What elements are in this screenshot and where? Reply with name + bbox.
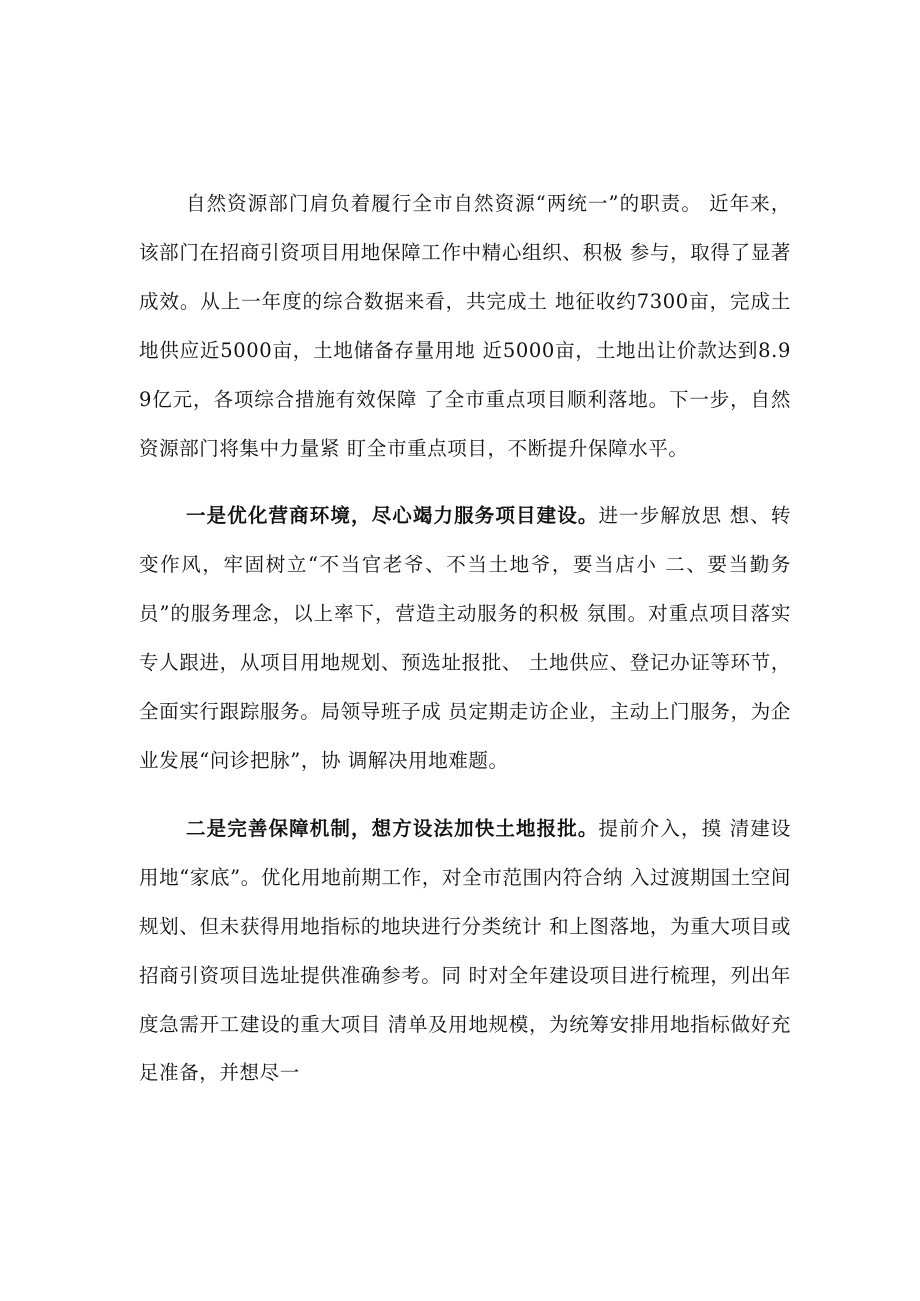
paragraph-text: 自然资源部门肩负着履行全市自然资源“两统一”的职责。 近年来，该部门在招商引资项目用地保障工作中精心组织、积极 参与，取得了显著成效。从上一年度的综合数据来看，共完成土 地征收约7300亩，完成土地供应近5000亩，土地储备存量用地 近5000亩，土地出让价款达到8.99亿元，各项综合措施有效保障 了全市重点项目顺利落地。下一步，自然资源部门将集中力量紧 盯全市重点项目，不断提升保障水平。 (139, 192, 791, 460)
paragraph-business-environment (139, 492, 791, 785)
paragraph-text: 提前介入，摸 清建设用地“家底”。优化用地前期工作，对全市范围内符合纳 入过渡期国土空间规划、但未获得用地指标的地块进行分类统计 和上图落地，为重大项目或招商引资项目选址提供准确参考。同 时对全年建设项目进行梳理，列出年度急需开工建设的重大项目 清单及用地规模，为统筹安排用地指标做好充足准备，并想尽一 (139, 816, 791, 1085)
paragraph-lead: 二是完善保障机制，想方设法加快土地报批。 (186, 816, 599, 840)
paragraph-guarantee-mechanism (139, 805, 791, 1098)
paragraph-intro (139, 180, 791, 473)
paragraph-lead: 一是优化营商环境，尽心竭力服务项目建设。 (186, 504, 599, 528)
document-body (139, 180, 791, 1098)
paragraph-text: 进一步解放思 想、转变作风，牢固树立“不当官老爷、不当土地爷，要当店小 二、要当勤务员”的服务理念，以上率下，营造主动服务的积极 氛围。对重点项目落实专人跟进，从项目用地规划、预选址报批、 土地供应、登记办证等环节，全面实行跟踪服务。局领导班子成 员定期走访企业，主动上门服务，为企业发展“问诊把脉”，协 调解决用地难题。 (139, 504, 791, 772)
